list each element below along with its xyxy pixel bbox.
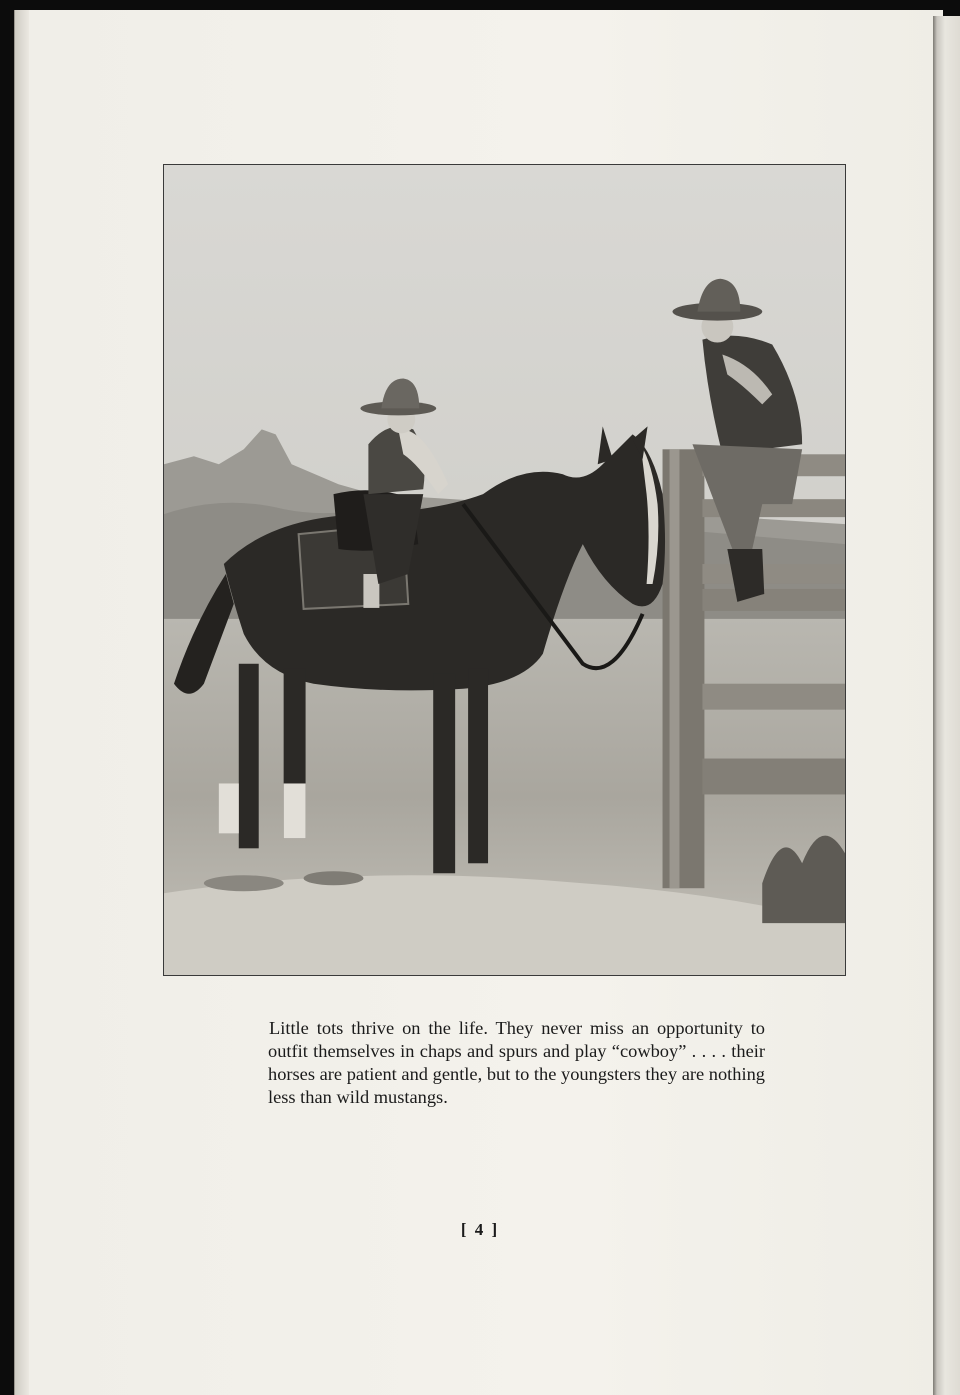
horse-leg (433, 674, 455, 874)
photo-caption: Little tots thrive on the life. They never miss an opportunity to outfit themselves in chaps and spurs and play “cowboy” . . . . their horses are patient and gentle, but to the youngsters they are nothing less than wild mustangs. (268, 1018, 765, 1107)
fence-rail (702, 759, 845, 795)
horse-leg (468, 669, 488, 864)
fence-post (663, 449, 705, 888)
horse-white-sock (219, 783, 239, 833)
fence-rail (702, 589, 845, 611)
fence-rail (702, 564, 845, 584)
page-number: [ 4 ] (460, 1220, 500, 1239)
horse-white-sock (284, 783, 306, 838)
fence-post-highlight (670, 449, 680, 888)
rocks (204, 875, 284, 891)
fence-rail (702, 684, 845, 710)
horse-leg (239, 664, 259, 849)
page-gutter (15, 10, 29, 1395)
stirrup (363, 574, 379, 608)
facing-page-edge (933, 16, 960, 1395)
rocks (304, 871, 364, 885)
halftone-photograph (163, 164, 846, 976)
photo-illustration (164, 165, 845, 975)
